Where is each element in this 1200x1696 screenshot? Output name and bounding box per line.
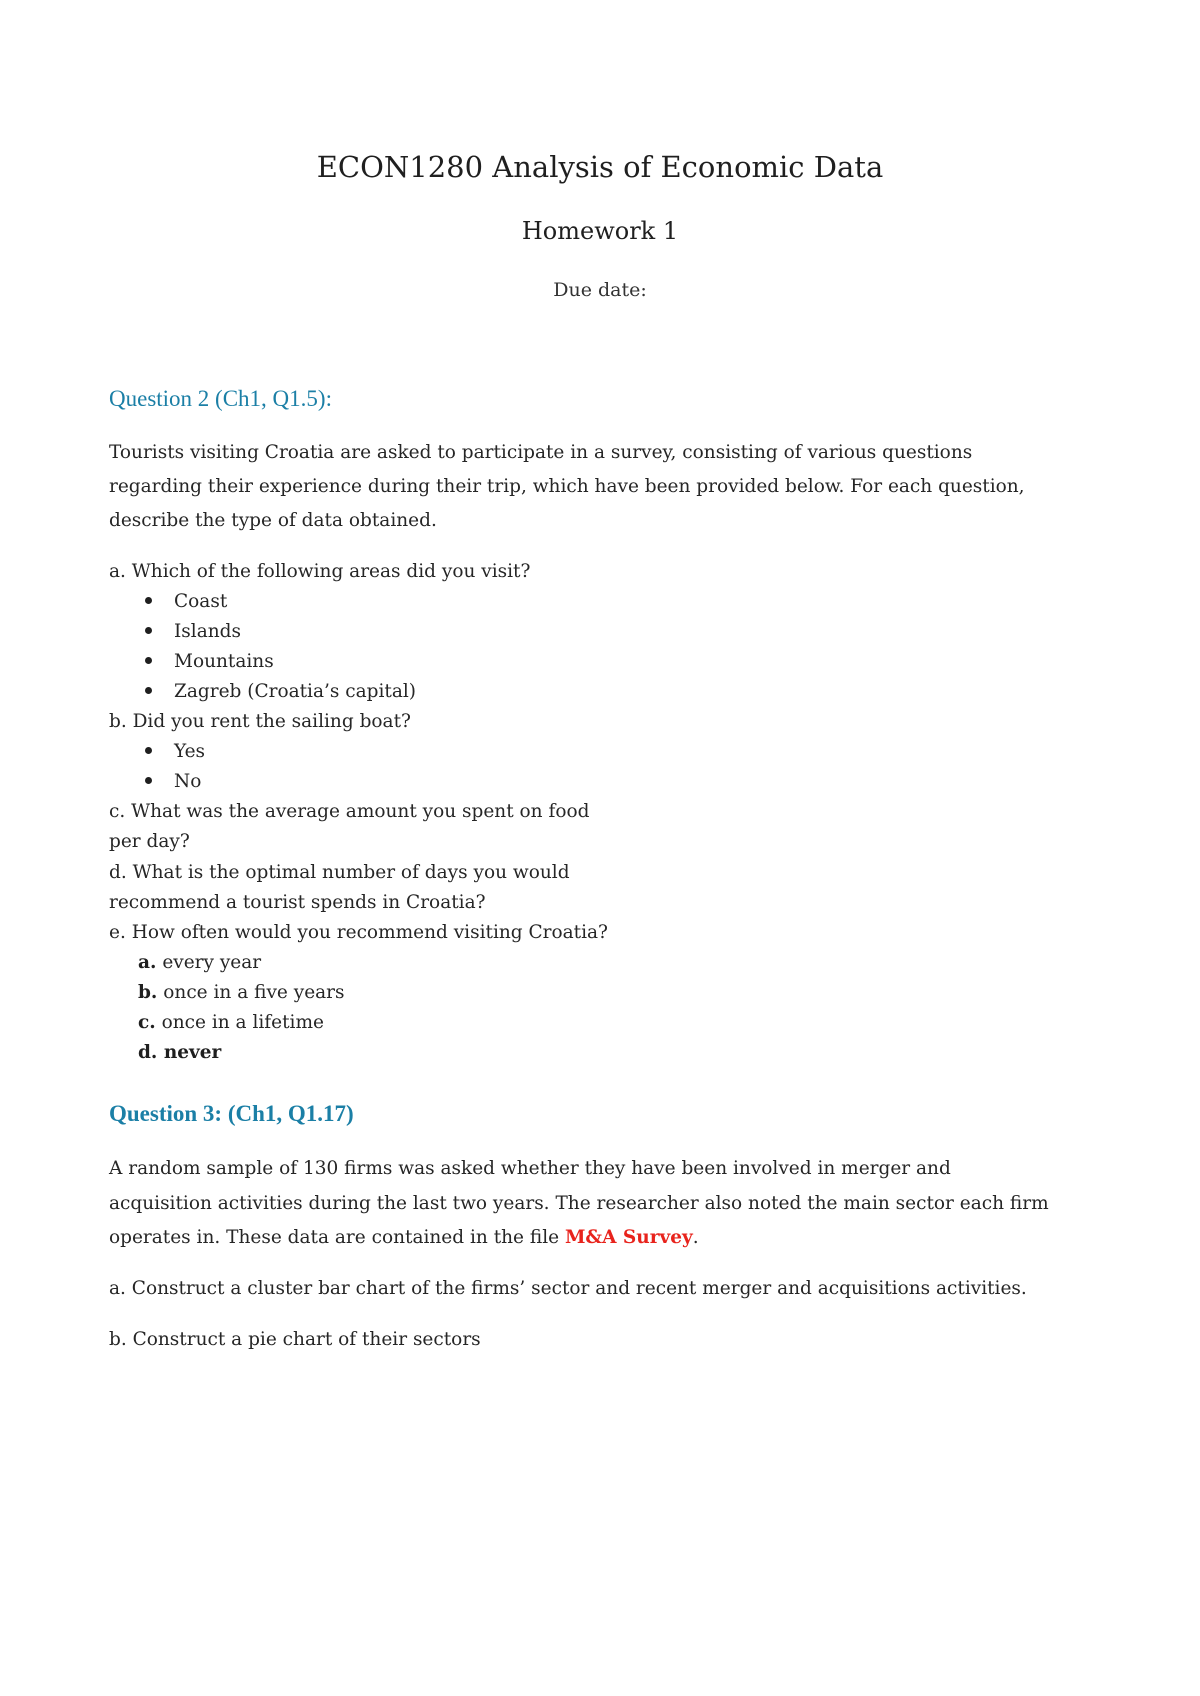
q3-item-b: b. Construct a pie chart of their sectors	[109, 1329, 481, 1350]
q2-a-option: Zagreb (Croatia’s capital)	[145, 680, 416, 704]
document-subtitle: Homework 1	[521, 217, 679, 245]
q2-item-b: b. Did you rent the sailing boat?	[109, 711, 411, 732]
due-date-label: Due date:	[553, 279, 647, 301]
question-2-heading: Question 2 (Ch1, Q1.5):	[109, 386, 332, 411]
bullet-icon	[145, 627, 152, 634]
question-3-heading: Question 3: (Ch1, Q1.17)	[109, 1101, 354, 1126]
q2-a-option: Coast	[145, 590, 227, 614]
q2-item-d-line-2: recommend a tourist spends in Croatia?	[109, 892, 486, 913]
q2-b-option: Yes	[145, 740, 205, 764]
q2-intro-line-2: regarding their experience during their trip, which have been provided below. For each question,	[109, 476, 1025, 497]
q2-b-option: No	[145, 770, 201, 794]
q3-item-a: a. Construct a cluster bar chart of the firms’ sector and recent merger and acquisitions activities.	[109, 1278, 1027, 1299]
q3-intro-line-1: A random sample of 130 firms was asked whether they have been involved in merger and	[109, 1158, 951, 1179]
q2-item-a: a. Which of the following areas did you visit?	[109, 561, 531, 582]
q2-item-d-line-1: d. What is the optimal number of days you would	[109, 862, 570, 883]
q3-intro-line-3: operates in. These data are contained in the file M&A Survey.	[109, 1227, 699, 1248]
bullet-icon	[145, 777, 152, 784]
document-title: ECON1280 Analysis of Economic Data	[316, 150, 884, 184]
q2-item-c-line-2: per day?	[109, 831, 190, 852]
bullet-icon	[145, 747, 152, 754]
q2-item-e: e. How often would you recommend visiting Croatia?	[109, 922, 608, 943]
q2-e-option: a. every year	[138, 952, 262, 973]
q2-e-option: d. never	[138, 1042, 222, 1063]
q2-e-option: b. once in a five years	[138, 982, 345, 1003]
q3-intro-line-2: acquisition activities during the last two years. The researcher also noted the main sector each firm	[109, 1193, 1049, 1214]
bullet-icon	[145, 657, 152, 664]
q2-e-option: c. once in a lifetime	[138, 1012, 324, 1033]
q2-intro-line-3: describe the type of data obtained.	[109, 510, 437, 531]
bullet-icon	[145, 597, 152, 604]
q2-item-c-line-1: c. What was the average amount you spent on food	[109, 801, 590, 822]
q2-intro-line-1: Tourists visiting Croatia are asked to participate in a survey, consisting of various questions	[109, 442, 973, 463]
q2-a-option: Mountains	[145, 650, 274, 674]
q2-a-option: Islands	[145, 620, 241, 644]
file-name: M&A Survey	[564, 1227, 693, 1248]
bullet-icon	[145, 687, 152, 694]
